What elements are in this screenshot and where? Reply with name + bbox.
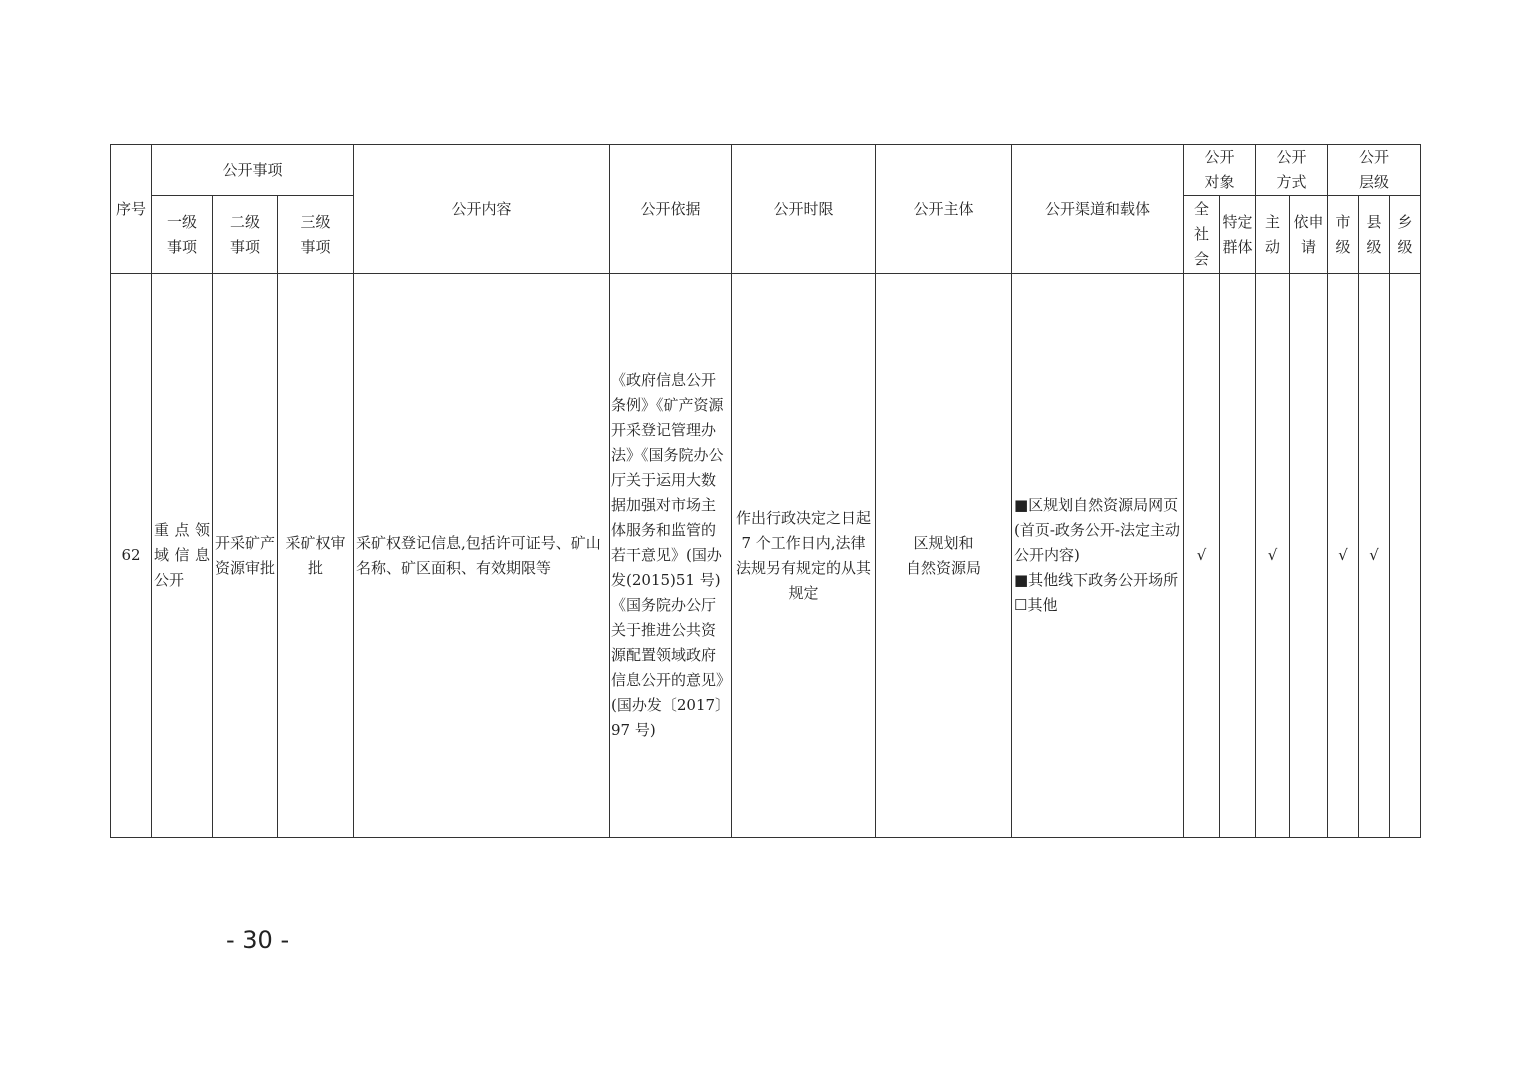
row-level1: 重点领域信息公开 bbox=[152, 274, 213, 838]
page-number: - 30 - bbox=[226, 926, 290, 954]
header-specific-group: 特定 群体 bbox=[1220, 196, 1256, 274]
header-city: 市 级 bbox=[1328, 196, 1359, 274]
header-active: 主 动 bbox=[1256, 196, 1290, 274]
row-specific-group-check bbox=[1220, 274, 1256, 838]
header-township: 乡 级 bbox=[1390, 196, 1421, 274]
channel-item-website: ■区规划自然资源局网页(首页-政务公开-法定主动公开内容) bbox=[1014, 496, 1180, 564]
header-level3: 三级 事项 bbox=[278, 196, 354, 274]
header-on-request: 依申 请 bbox=[1290, 196, 1328, 274]
header-method: 公开 方式 bbox=[1256, 145, 1328, 196]
row-township-check bbox=[1390, 274, 1421, 838]
header-channel: 公开渠道和载体 bbox=[1012, 145, 1184, 274]
row-county-check: √ bbox=[1359, 274, 1390, 838]
row-subject: 区规划和 自然资源局 bbox=[876, 274, 1012, 838]
disclosure-table bbox=[110, 144, 1421, 838]
row-level2: 开采矿产资源审批 bbox=[213, 274, 278, 838]
header-level: 公开 层级 bbox=[1328, 145, 1421, 196]
header-subject: 公开主体 bbox=[876, 145, 1012, 274]
header-level1: 一级 事项 bbox=[152, 196, 213, 274]
header-county: 县 级 bbox=[1359, 196, 1390, 274]
row-on-request-check bbox=[1290, 274, 1328, 838]
header-all-society: 全 社 会 bbox=[1184, 196, 1220, 274]
header-content: 公开内容 bbox=[354, 145, 610, 274]
header-target: 公开 对象 bbox=[1184, 145, 1256, 196]
header-items: 公开事项 bbox=[152, 145, 354, 196]
row-level3: 采矿权审批 bbox=[278, 274, 354, 838]
header-seq: 序号 bbox=[111, 145, 152, 274]
row-channel bbox=[1012, 274, 1184, 838]
row-all-society-check: √ bbox=[1184, 274, 1220, 838]
channel-item-offline: ■其他线下政务公开场所 bbox=[1014, 571, 1179, 589]
header-level2: 二级 事项 bbox=[213, 196, 278, 274]
row-time-limit: 作出行政决定之日起 7 个工作日内,法律法规另有规定的从其规定 bbox=[732, 274, 876, 838]
row-basis: 《政府信息公开条例》《矿产资源开采登记管理办法》《国务院办公厅关于运用大数据加强对市场主体服务和监管的若干意见》(国办发(2015)51 号)《国务院办公厅关于推进公共资源配置领域政府信息公开的意见》(国办发〔2017〕97 号) bbox=[610, 274, 732, 838]
table-row bbox=[111, 274, 1421, 838]
channel-item-other: ☐其他 bbox=[1014, 596, 1058, 614]
row-active-check: √ bbox=[1256, 274, 1290, 838]
row-city-check: √ bbox=[1328, 274, 1359, 838]
header-basis: 公开依据 bbox=[610, 145, 732, 274]
row-content: 采矿权登记信息,包括许可证号、矿山名称、矿区面积、有效期限等 bbox=[354, 274, 610, 838]
header-time-limit: 公开时限 bbox=[732, 145, 876, 274]
header-row-top bbox=[111, 145, 1421, 196]
row-seq: 62 bbox=[111, 274, 152, 838]
